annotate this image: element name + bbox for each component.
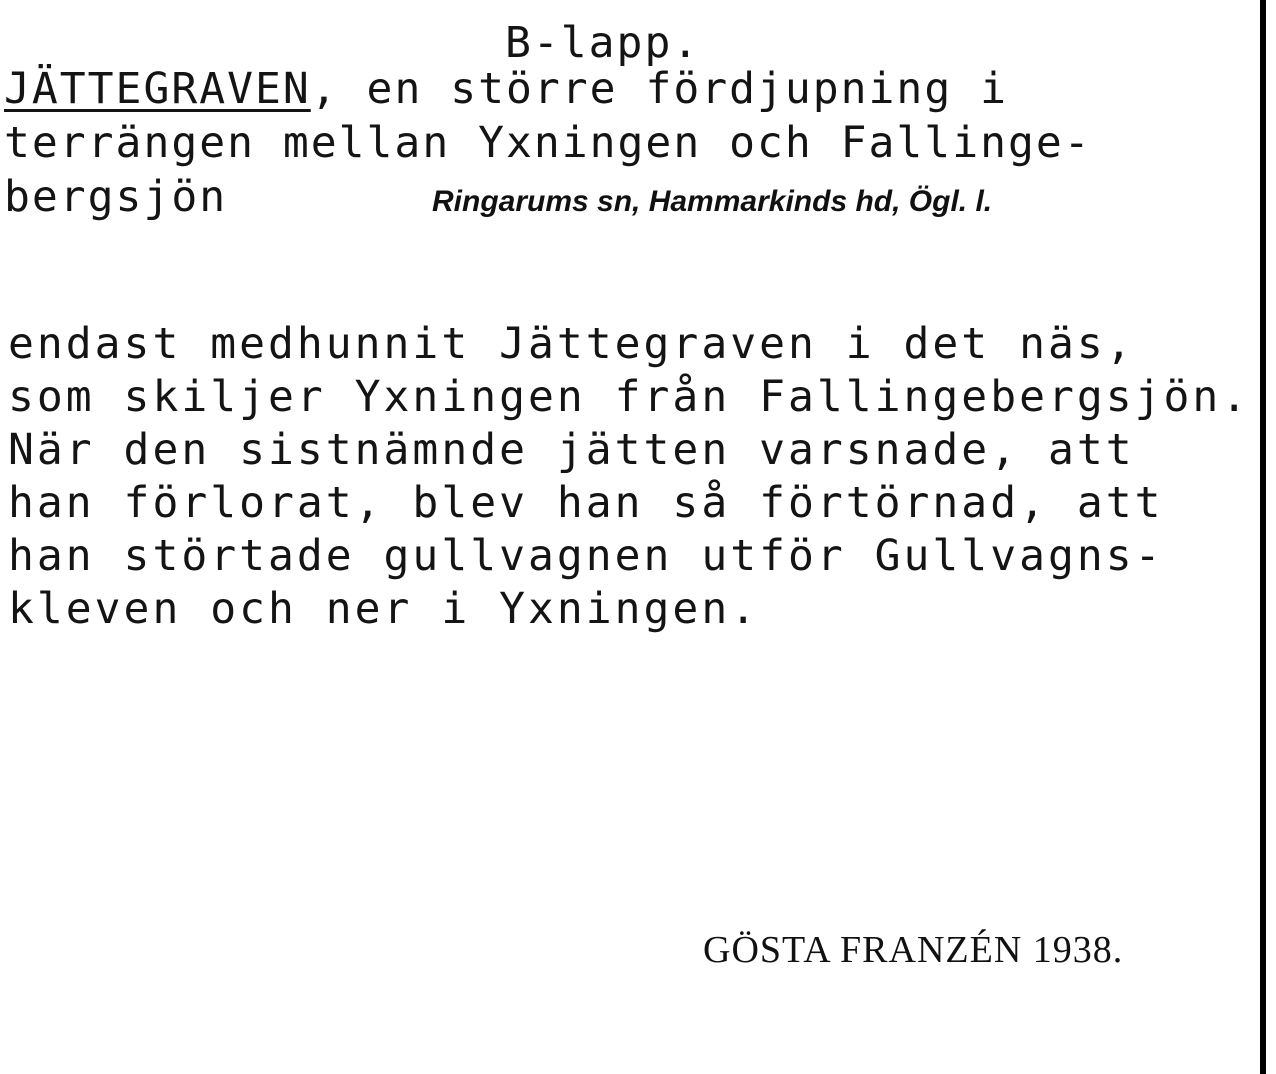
body-line: han förlorat, blev han så förtörnad, att — [8, 478, 1164, 528]
body-line: endast medhunnit Jättegraven i det näs, — [8, 319, 1135, 369]
card-header: B-lapp. — [505, 18, 701, 68]
collector-signature: GÖSTA FRANZÉN 1938. — [703, 929, 1124, 971]
place-stamp: Ringarums sn, Hammarkinds hd, Ögl. l. — [432, 185, 993, 218]
definition-line-1: , en större fördjupning i — [310, 64, 1008, 114]
body-line: När den sistnämnde jätten varsnade, att — [8, 425, 1135, 475]
body-line: som skiljer Yxningen från Fallingebergsjön. — [8, 372, 1251, 422]
definition-line-3: bergsjön — [4, 172, 228, 222]
body-line: kleven och ner i Yxningen. — [8, 584, 760, 634]
card-edge-line — [1260, 0, 1266, 1074]
headword: JÄTTEGRAVEN — [4, 64, 311, 114]
legend-text — [8, 318, 1250, 636]
body-line: han störtade gullvagnen utför Gullvagns- — [8, 531, 1164, 581]
definition-line-2: terrängen mellan Yxningen och Fallinge- — [4, 118, 1092, 168]
